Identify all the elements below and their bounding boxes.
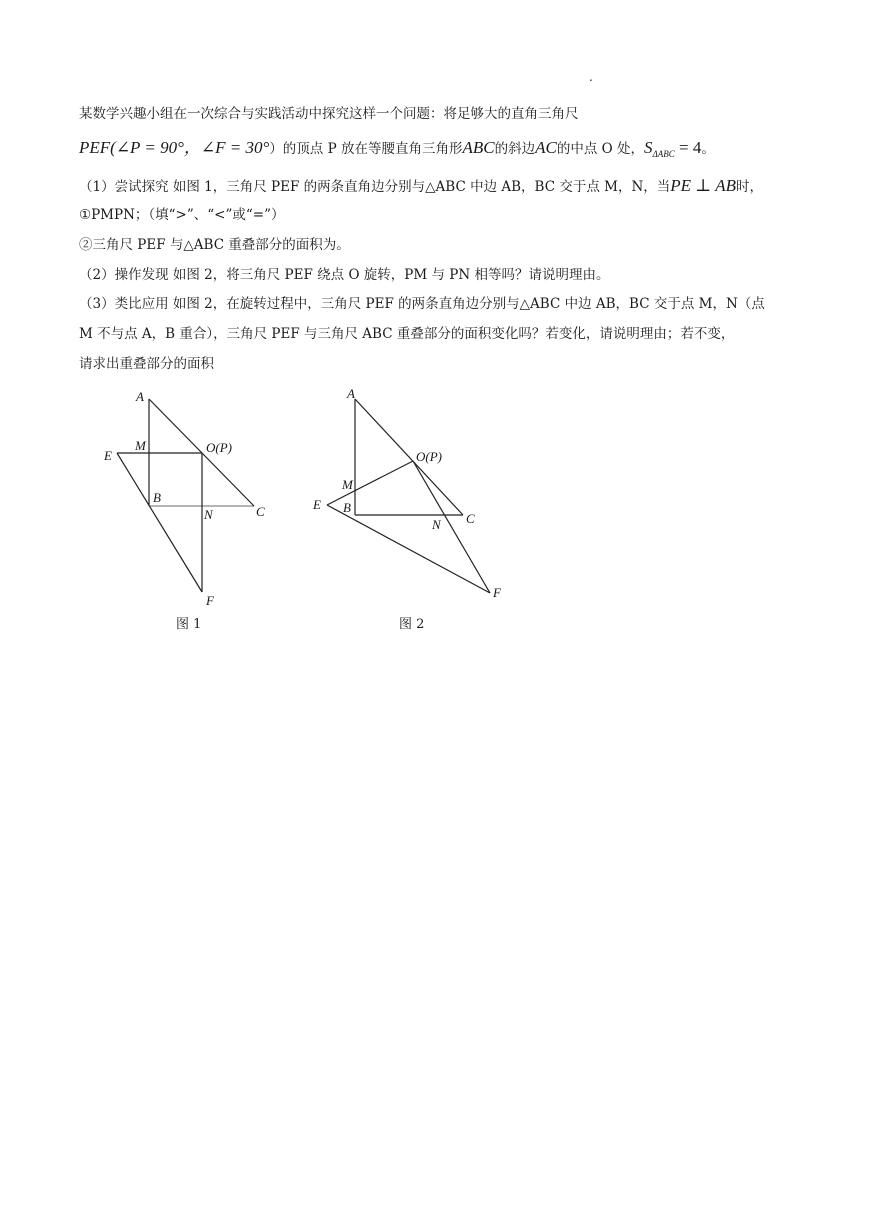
intro-text-4: 的中点 O 处， bbox=[556, 141, 644, 157]
question-3-line-3: 请求出重叠部分的面积 bbox=[79, 356, 214, 372]
intro-end: 。 bbox=[701, 141, 715, 157]
header-dot: . bbox=[589, 70, 593, 84]
fig2-label-c: C bbox=[466, 511, 475, 526]
question-2: （2）操作发现 如图 2，将三角尺 PEF 绕点 O 旋转，PM 与 PN 相等吗？请说明理由。 bbox=[79, 267, 610, 283]
question-1-sub-1: ①PMPN；（填“>”、“<”或“=”） bbox=[79, 207, 285, 223]
fig1-segment-ef bbox=[117, 453, 202, 592]
fig1-label-o: O(P) bbox=[206, 440, 232, 455]
fig1-label-n: N bbox=[204, 507, 213, 522]
fig1-label-b: B bbox=[153, 490, 161, 505]
q1-math: PE ⊥ AB bbox=[670, 176, 736, 195]
intro-math-abc: ABC bbox=[462, 138, 495, 157]
fig1-label-e: E bbox=[104, 448, 112, 463]
fig2-segment-of bbox=[413, 461, 490, 593]
fig2-label-e: E bbox=[313, 497, 321, 512]
figure-2-caption: 图 2 bbox=[399, 617, 425, 632]
fig2-label-b: B bbox=[343, 500, 351, 515]
intro-text-2: ）的顶点 P 放在等腰直角三角形 bbox=[269, 141, 463, 157]
fig1-label-f: F bbox=[206, 593, 214, 608]
intro-math-eq: = 4 bbox=[674, 138, 702, 157]
intro-math-s-sub: ΔABC bbox=[652, 149, 675, 159]
fig2-label-n: N bbox=[432, 517, 441, 532]
fig1-label-a: A bbox=[136, 389, 144, 404]
q1-end: 时， bbox=[735, 179, 763, 195]
q1-text: （1）尝试探究 如图 1，三角尺 PEF 的两条直角边分别与△ABC 中边 AB，BC 交于点 M，N，当 bbox=[79, 179, 671, 195]
question-3-line-2: M 不与点 A，B 重合），三角尺 PEF 与三角尺 ABC 重叠部分的面积变化吗？若变化，请说明理由；若不变， bbox=[79, 326, 735, 342]
intro-math-s: S bbox=[643, 138, 653, 157]
fig2-segment-eo bbox=[327, 461, 413, 505]
figure-1-caption: 图 1 bbox=[176, 617, 202, 632]
question-3-line-1: （3）类比应用 如图 2，在旋转过程中，三角尺 PEF 的两条直角边分别与△ABC 中边 AB，BC 交于点 M，N（点 bbox=[79, 296, 765, 312]
fig2-segment-ac bbox=[355, 399, 463, 515]
fig2-label-f: F bbox=[493, 585, 501, 600]
intro-text-3: 的斜边 bbox=[494, 141, 536, 157]
intro-text-1: 某数学兴趣小组在一次综合与实践活动中探究这样一个问题：将足够大的直角三角尺 bbox=[79, 106, 579, 122]
intro-math-ac: AC bbox=[535, 138, 557, 157]
fig2-label-m: M bbox=[342, 477, 353, 492]
question-1-sub-2: ②三角尺 PEF 与△ABC 重叠部分的面积为。 bbox=[79, 237, 350, 253]
fig1-label-m: M bbox=[135, 438, 146, 453]
fig2-label-o: O(P) bbox=[416, 449, 442, 464]
fig2-label-a: A bbox=[347, 386, 355, 401]
intro-math-pef: PEF(∠P = 90°，∠F = 30° bbox=[79, 138, 270, 157]
fig1-label-c: C bbox=[256, 504, 265, 519]
